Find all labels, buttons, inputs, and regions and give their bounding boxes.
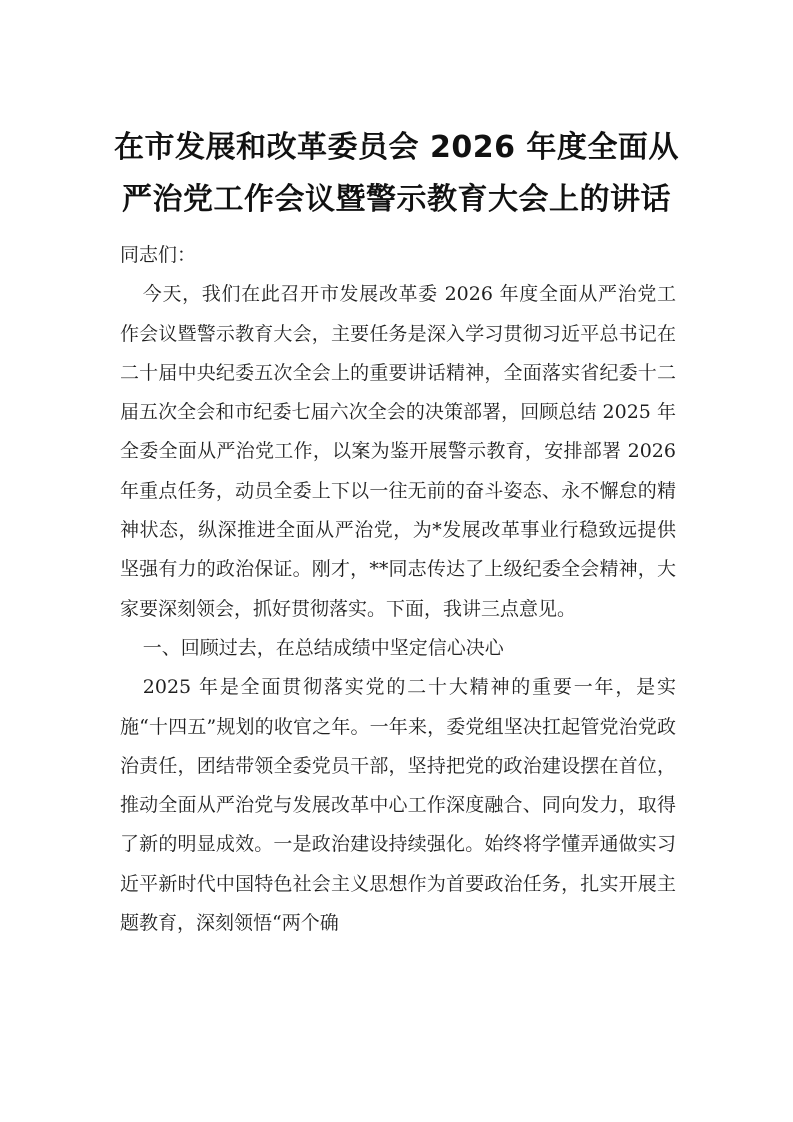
salutation: 同志们：	[120, 244, 197, 266]
section-heading: 一、回顾过去，在总结成绩中坚定信心决心	[142, 636, 504, 659]
paragraph-opening: 今天，我们在此召开市发展改革委 2026 年度全面从严治党工作会议暨警示教育大会，主要任务是深入学习贯彻习近平总书记在二十届中央纪委五次全会上的重要讲话精神，全面落实省纪委十二届五次全会和市纪委七届六次全会的决策部署，回顾总结 2025 年全委全面从严治党工作，以案为鉴开展警示教育，安排部署 2026 年重点任务，动员全委上下以一往无前的奋斗姿态、永不懈怠的精神状态，纵深推进全面从严治党，为*发展改革事业行稳致远提供坚强有力的政治保证。刚才，**同志传达了上级纪委全会精神，大家要深刻领会，抓好贯彻落实。下面，我讲三点意见。	[120, 283, 676, 620]
paragraph-review: 2025 年是全面贯彻落实党的二十大精神的重要一年，是实施“十四五”规划的收官之年。一年来，委党组坚决扛起管党治党政治责任，团结带领全委党员干部，坚持把党的政治建设摆在首位，推动全面从严治党与发展改革中心工作深度融合、同向发力，取得了新的明显成效。一是政治建设持续强化。始终将学懂弄通做实习近平新时代中国特色社会主义思想作为首要政治任务，扎实开展主题教育，深刻领悟“两个确	[120, 676, 676, 935]
document-body	[120, 236, 676, 943]
document-title: 在市发展和改革委员会 2026 年度全面从严治党工作会议暨警示教育大会上的讲话	[114, 130, 679, 217]
